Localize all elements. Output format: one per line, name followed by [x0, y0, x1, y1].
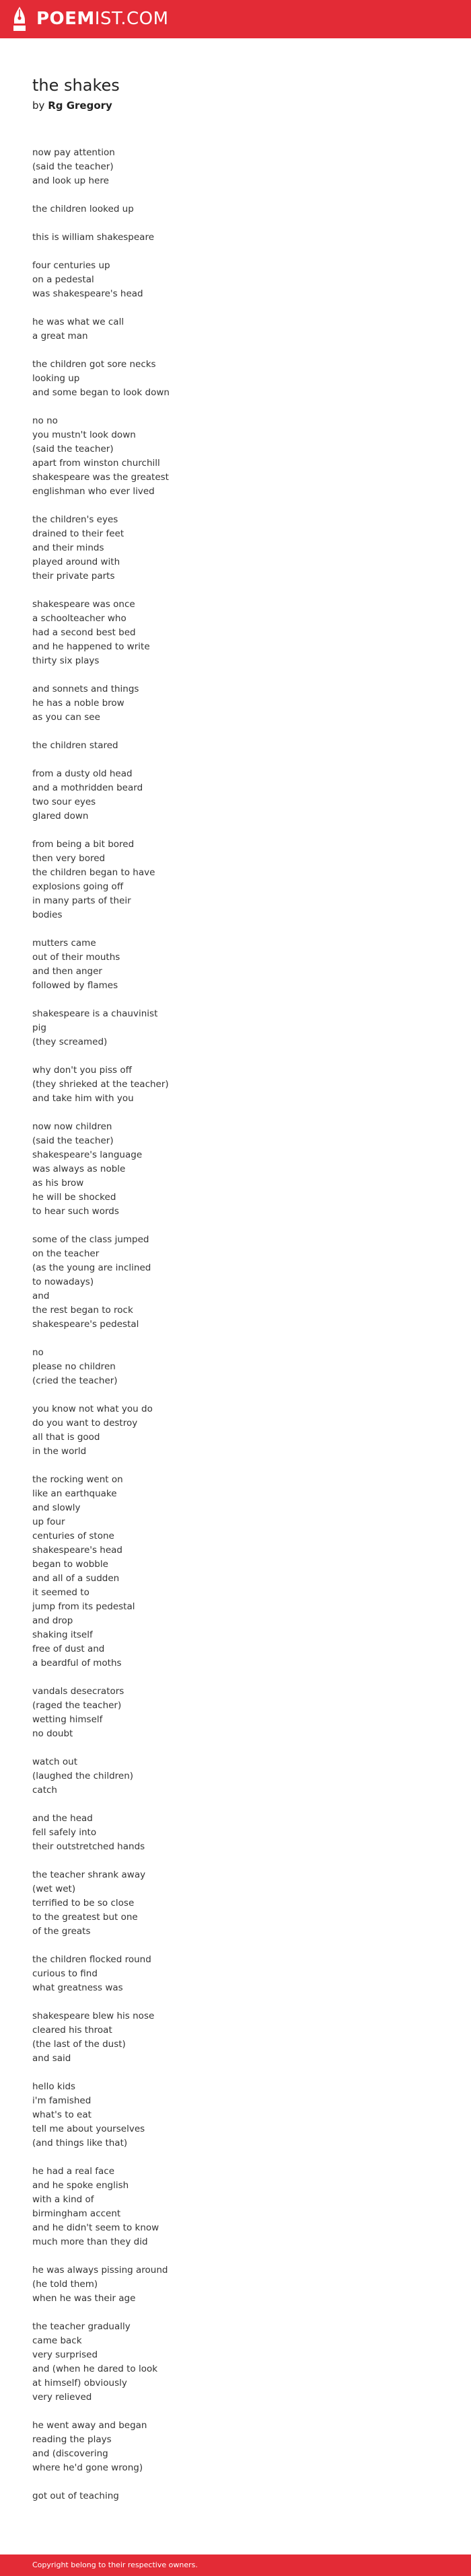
- poem-line: no doubt: [32, 1728, 73, 1739]
- stanza: [32, 1402, 436, 1459]
- poem-line: and sonnets and things: [32, 684, 139, 694]
- stanza: [32, 2080, 436, 2150]
- poem-line: very surprised: [32, 2349, 98, 2360]
- poem-line: it seemed to: [32, 1587, 89, 1598]
- poem-line: (said the teacher): [32, 444, 114, 454]
- poem-line: played around with: [32, 557, 120, 567]
- poem-line: and he spoke english: [32, 2180, 129, 2191]
- poem-line: the children got sore necks: [32, 359, 156, 370]
- poem-line: was shakespeare's head: [32, 288, 143, 299]
- poem-line: followed by flames: [32, 980, 118, 991]
- author-link[interactable]: Rg Gregory: [48, 99, 112, 112]
- stanza: [32, 1007, 436, 1049]
- poem-line: on a pedestal: [32, 274, 94, 285]
- footer-bar: [0, 2554, 471, 2576]
- poem-line: the rocking went on: [32, 1474, 123, 1485]
- poem-line: free of dust and: [32, 1644, 105, 1654]
- byline: [32, 98, 112, 113]
- poem-line: got out of teaching: [32, 2491, 119, 2501]
- poem-line: and he happened to write: [32, 641, 150, 652]
- stanza: [32, 1346, 436, 1388]
- stanza: [32, 1063, 436, 1106]
- poem-line: had a second best bed: [32, 627, 136, 638]
- poem-line: the children stared: [32, 740, 118, 751]
- poem-line: a schoolteacher who: [32, 613, 126, 624]
- poem-line: mutters came: [32, 938, 96, 949]
- site-name-light: IST.COM: [94, 9, 169, 29]
- poem-line: in the world: [32, 1446, 87, 1457]
- top-bar: [0, 0, 471, 38]
- poem-line: apart from winston churchill: [32, 458, 160, 469]
- stanza: [32, 231, 436, 245]
- poem-line: what's to eat: [32, 2109, 92, 2120]
- stanza: [32, 2320, 436, 2405]
- poem-line: then very bored: [32, 853, 106, 864]
- poem-line: (wet wet): [32, 1884, 76, 1894]
- poem-line: you know not what you do: [32, 1404, 153, 1414]
- poem-line: very relieved: [32, 2392, 92, 2403]
- poem-line: and said: [32, 2053, 71, 2064]
- copyright-notice: Copyright belong to their respective owners.: [32, 2561, 198, 2569]
- poem-line: curious to find: [32, 1968, 98, 1979]
- poem-line: no: [32, 1347, 44, 1358]
- poem-line: shakespeare is a chauvinist: [32, 1008, 158, 1019]
- poem-line: (and things like that): [32, 2138, 128, 2148]
- poem-line: this is william shakespeare: [32, 232, 155, 243]
- stanza: [32, 1812, 436, 1854]
- poem-line: shakespeare blew his nose: [32, 2011, 155, 2021]
- poem-line: (said the teacher): [32, 1135, 114, 1146]
- poem-line: (as the young are inclined: [32, 1262, 151, 1273]
- poem-line: terrified to be so close: [32, 1898, 135, 1908]
- stanza: [32, 767, 436, 823]
- stanza: [32, 1233, 436, 1332]
- site-name-bold: POEM: [36, 9, 95, 29]
- poem-line: (they shrieked at the teacher): [32, 1079, 169, 1090]
- poem-line: he had a real face: [32, 2166, 115, 2177]
- poem-line: he went away and began: [32, 2420, 147, 2431]
- poem-line: catch: [32, 1785, 57, 1796]
- poem-line: tell me about yourselves: [32, 2124, 145, 2134]
- poem-line: a beardful of moths: [32, 1658, 122, 1668]
- poem-line: and their minds: [32, 542, 104, 553]
- stanza: [32, 513, 436, 583]
- poem-line: (he told them): [32, 2279, 98, 2290]
- stanza: [32, 2263, 436, 2306]
- poem-line: out of their mouths: [32, 952, 120, 963]
- poem-line: pig: [32, 1022, 46, 1033]
- poem-line: explosions going off: [32, 881, 124, 892]
- poem-line: shakespeare's language: [32, 1150, 143, 1160]
- poem-line: vandals desecrators: [32, 1686, 124, 1697]
- poem-line: and some began to look down: [32, 387, 170, 398]
- stanza: [32, 1953, 436, 1995]
- poem-line: no no: [32, 415, 58, 426]
- stanza: [32, 739, 436, 753]
- site-name: [36, 5, 169, 32]
- poem-line: bodies: [32, 910, 63, 920]
- poem-line: hello kids: [32, 2081, 76, 2092]
- poem-line: as you can see: [32, 712, 100, 723]
- poem-line: four centuries up: [32, 260, 110, 271]
- poem-line: to nowadays): [32, 1277, 94, 1287]
- poem-line: shakespeare's pedestal: [32, 1319, 139, 1330]
- stanza: [32, 2165, 436, 2249]
- poem-line: he was what we call: [32, 317, 124, 327]
- poem-line: and the head: [32, 1813, 93, 1824]
- poem-line: (the last of the dust): [32, 2039, 126, 2050]
- pen-nib-icon: [11, 5, 28, 32]
- poem-line: from a dusty old head: [32, 768, 133, 779]
- poem-line: and slowly: [32, 1502, 81, 1513]
- poem-line: with a kind of: [32, 2194, 94, 2205]
- poem-line: reading the plays: [32, 2434, 112, 2445]
- poem-line: please no children: [32, 1361, 116, 1372]
- poem-line: (they screamed): [32, 1037, 108, 1047]
- poem-line: englishman who ever lived: [32, 486, 155, 497]
- stanza: [32, 1473, 436, 1671]
- stanza: [32, 682, 436, 725]
- poem-line: and (discovering: [32, 2448, 108, 2459]
- poem-line: and take him with you: [32, 1093, 134, 1104]
- poem-line: all that is good: [32, 1432, 100, 1443]
- poem-line: centuries of stone: [32, 1531, 114, 1541]
- poem-line: much more than they did: [32, 2237, 148, 2247]
- poem-line: shakespeare's head: [32, 1545, 122, 1556]
- poem-line: jump from its pedestal: [32, 1601, 135, 1612]
- poem-line: wetting himself: [32, 1714, 103, 1725]
- poem-line: came back: [32, 2335, 82, 2346]
- poem-line: fell safely into: [32, 1827, 97, 1838]
- poem-line: and look up here: [32, 175, 109, 186]
- poem-line: and: [32, 1291, 50, 1301]
- stanza: [32, 1685, 436, 1741]
- site-logo[interactable]: [11, 5, 169, 32]
- stanza: [32, 315, 436, 344]
- poem-line: (raged the teacher): [32, 1700, 122, 1711]
- stanza: [32, 936, 436, 993]
- poem-line: and drop: [32, 1615, 73, 1626]
- poem-line: cleared his throat: [32, 2025, 112, 2036]
- poem-line: (laughed the children): [32, 1771, 134, 1781]
- poem-line: up four: [32, 1517, 65, 1527]
- poem-line: shaking itself: [32, 1629, 93, 1640]
- poem-line: the teacher shrank away: [32, 1869, 146, 1880]
- poem-line: the rest began to rock: [32, 1305, 133, 1316]
- poem-line: and he didn't seem to know: [32, 2222, 159, 2233]
- poem-line: birmingham accent: [32, 2208, 121, 2219]
- byline-by: by: [32, 99, 45, 112]
- poem-line: as his brow: [32, 1178, 84, 1189]
- poem-line: what greatness was: [32, 1982, 123, 1993]
- stanza: [32, 202, 436, 216]
- poem-line: watch out: [32, 1757, 77, 1767]
- stanza: [32, 1755, 436, 1798]
- stanza: [32, 2419, 436, 2475]
- poem-line: when he was their age: [32, 2293, 136, 2304]
- stanza: [32, 146, 436, 188]
- stanza: [32, 598, 436, 668]
- poem-line: like an earthquake: [32, 1488, 117, 1499]
- poem-line: and (when he dared to look: [32, 2364, 158, 2374]
- poem-line: (cried the teacher): [32, 1375, 118, 1386]
- poem-line: he has a noble brow: [32, 698, 124, 709]
- stanza: [32, 1120, 436, 1219]
- poem-line: he was always pissing around: [32, 2265, 168, 2276]
- poem-line: (said the teacher): [32, 161, 114, 172]
- poem-line: at himself) obviously: [32, 2378, 127, 2388]
- poem-line: shakespeare was once: [32, 599, 135, 610]
- poem-line: drained to their feet: [32, 528, 124, 539]
- poem-line: the children looked up: [32, 204, 134, 214]
- stanza: [32, 259, 436, 301]
- poem-line: glared down: [32, 811, 89, 821]
- stanza: [32, 1868, 436, 1939]
- poem-line: he will be shocked: [32, 1192, 116, 1203]
- poem-line: shakespeare was the greatest: [32, 472, 169, 483]
- poem-line: and then anger: [32, 966, 102, 977]
- poem-line: on the teacher: [32, 1248, 100, 1259]
- poem-line: some of the class jumped: [32, 1234, 149, 1245]
- poem-line: their private parts: [32, 571, 115, 581]
- poem-line: the children began to have: [32, 867, 155, 878]
- poem-line: in many parts of their: [32, 895, 131, 906]
- stanza: [32, 2489, 436, 2503]
- poem-line: from being a bit bored: [32, 839, 135, 850]
- poem-line: to hear such words: [32, 1206, 119, 1217]
- stanza: [32, 2009, 436, 2066]
- poem-line: why don't you piss off: [32, 1065, 132, 1076]
- poem-line: i'm famished: [32, 2095, 92, 2106]
- poem-line: of the greats: [32, 1926, 91, 1937]
- poem-line: thirty six plays: [32, 655, 100, 666]
- poem-line: the children flocked round: [32, 1954, 151, 1965]
- poem-line: and all of a sudden: [32, 1573, 120, 1584]
- poem-line: was always as noble: [32, 1164, 126, 1174]
- poem-line: you mustn't look down: [32, 430, 136, 440]
- stanza: [32, 838, 436, 922]
- stanza: [32, 414, 436, 499]
- poem-line: looking up: [32, 373, 80, 384]
- poem-title: the shakes: [32, 76, 120, 95]
- poem-line: two sour eyes: [32, 797, 96, 807]
- poem-line: the teacher gradually: [32, 2321, 131, 2332]
- poem-line: to the greatest but one: [32, 1912, 138, 1923]
- poem-line: their outstretched hands: [32, 1841, 145, 1852]
- poem-line: a great man: [32, 331, 88, 341]
- stanza: [32, 358, 436, 400]
- poem-line: and a mothridden beard: [32, 782, 143, 793]
- poem-line: do you want to destroy: [32, 1418, 138, 1428]
- poem-body: [32, 146, 436, 2518]
- poem-line: where he'd gone wrong): [32, 2462, 143, 2473]
- poem-line: now pay attention: [32, 147, 115, 158]
- poem-line: now now children: [32, 1121, 112, 1132]
- poem-line: the children's eyes: [32, 514, 118, 525]
- poem-line: began to wobble: [32, 1559, 108, 1570]
